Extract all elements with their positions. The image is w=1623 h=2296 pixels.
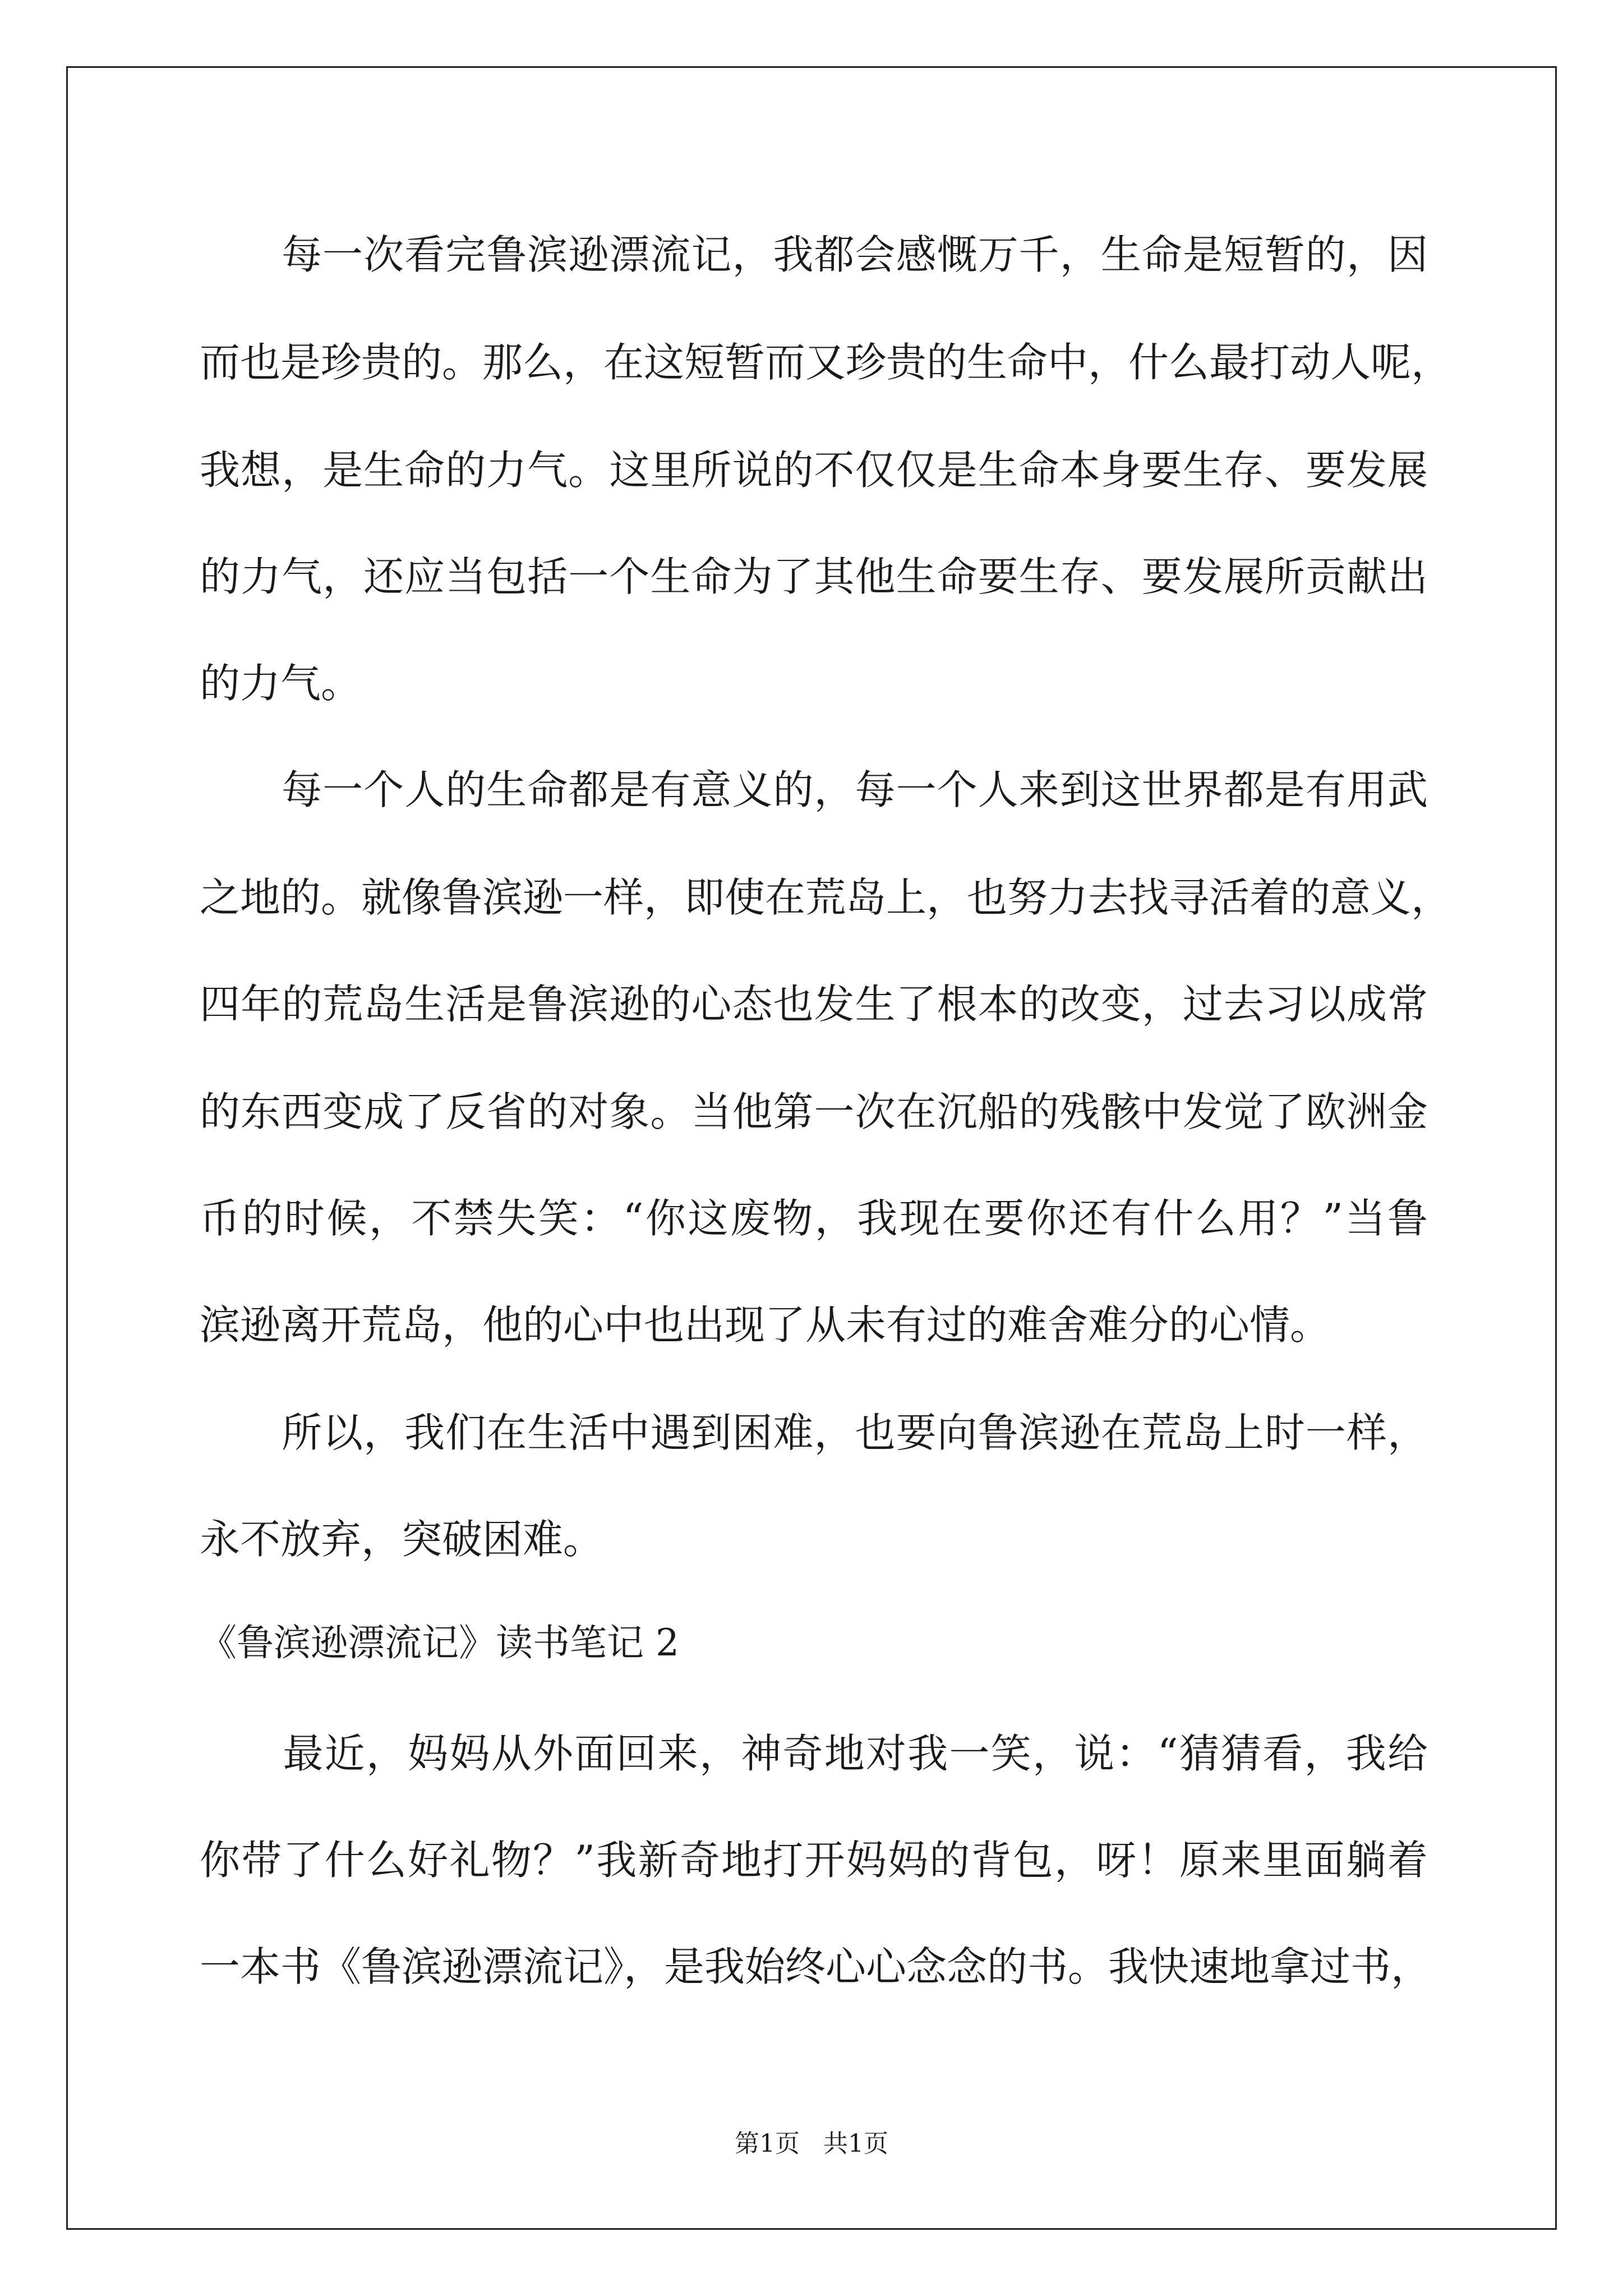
text-line: 而也是珍贵的。那么，在这短暂而又珍贵的生命中，什么最打动人呢， — [200, 339, 1452, 386]
text-line: 的东西变成了反省的对象。当他第一次在沉船的残骸中发觉了欧洲金 — [200, 1088, 1428, 1135]
text-line: 我想，是生命的力气。这里所说的不仅仅是生命本身要生存、要发展 — [200, 447, 1428, 494]
text-line: 滨逊离开荒岛，他的心中也出现了从未有过的难舍难分的心情。 — [200, 1301, 1331, 1349]
text-line: 的力气。 — [200, 660, 362, 707]
page-footer: 第1页 共1页 — [735, 2129, 888, 2158]
section-heading: 《鲁滨逊漂流记》读书笔记 2 — [200, 1621, 679, 1664]
page-border — [66, 66, 1557, 2230]
text-line: 的力气，还应当包括一个生命为了其他生命要生存、要发展所贡献出 — [200, 553, 1428, 600]
text-line: 所以，我们在生活中遇到困难，也要向鲁滨逊在荒岛上时一样， — [200, 1409, 1428, 1456]
text-line: 之地的。就像鲁滨逊一样，即使在荒岛上，也努力去找寻活着的意义， — [200, 874, 1452, 921]
text-line: 最近，妈妈从外面回来，神奇地对我一笑，说：“猜猜看，我给 — [200, 1730, 1428, 1777]
text-line: 你带了什么好礼物？”我新奇地打开妈妈的背包，呀！原来里面躺着 — [200, 1837, 1428, 1884]
text-line: 每一次看完鲁滨逊漂流记，我都会感慨万千，生命是短暂的，因 — [200, 231, 1428, 278]
text-line: 四年的荒岛生活是鲁滨逊的心态也发生了根本的改变，过去习以成常 — [200, 981, 1428, 1028]
text-line: 永不放弃，突破困难。 — [200, 1516, 604, 1563]
text-line: 每一个人的生命都是有意义的，每一个人来到这世界都是有用武 — [200, 766, 1428, 813]
text-line: 一本书《鲁滨逊漂流记》，是我始终心心念念的书。我快速地拿过书， — [200, 1943, 1432, 1990]
text-line: 币的时候，不禁失笑：“你这废物，我现在要你还有什么用？”当鲁 — [200, 1195, 1428, 1242]
